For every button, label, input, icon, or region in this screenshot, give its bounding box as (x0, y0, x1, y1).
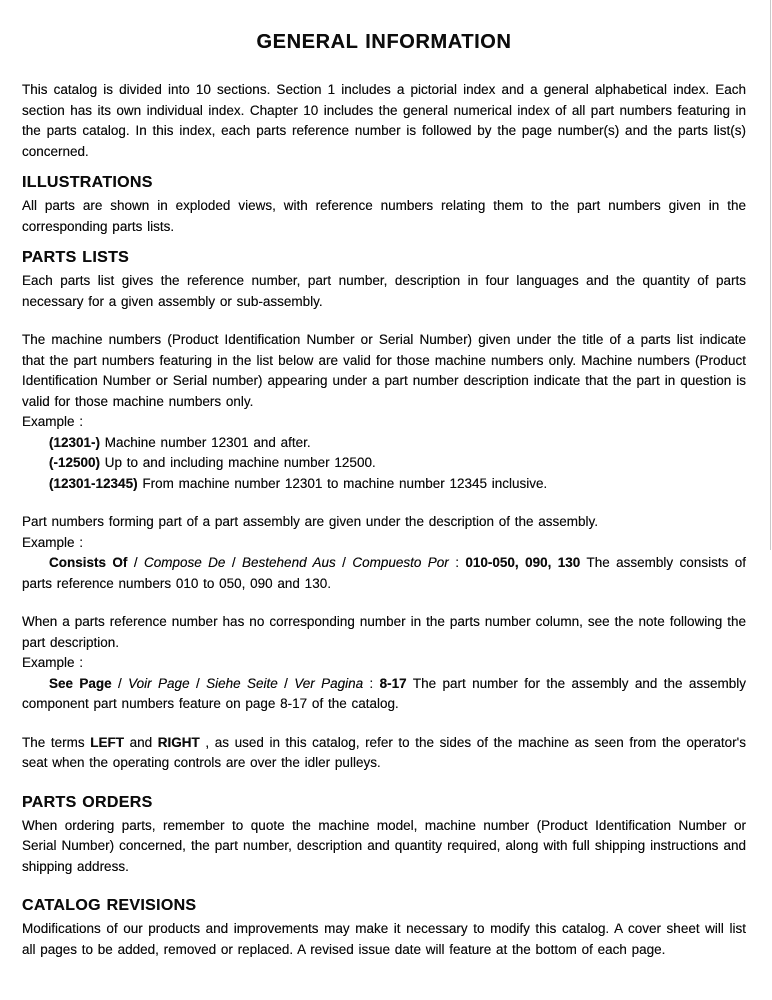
scan-edge-artifact (770, 0, 771, 550)
terms-pre-text: The terms (22, 734, 91, 750)
reference-example-label: Example : (22, 655, 84, 670)
separator: / (127, 555, 144, 570)
machine-number-example-code: (12301-) (49, 434, 101, 450)
see-page-spanish: Ver Pagina (294, 675, 364, 691)
terms-left-bold: LEFT (90, 734, 124, 750)
catalog-revisions-paragraph: Modifications of our products and improvements may make it necessary to modify this catalog. A cover sheet will list all pages to be added, removed or replaced. A revised issue date will feature at the bottom of each page. (22, 921, 746, 957)
consists-of-example-paragraph (22, 553, 746, 594)
colon-separator: : (448, 555, 466, 570)
illustrations-paragraph: All parts are shown in exploded views, with reference numbers relating them to the part numbers given in the corresponding parts lists. (22, 198, 746, 234)
parts-orders-heading: PARTS ORDERS (22, 793, 153, 811)
parts-orders-paragraph: When ordering parts, remember to quote the machine model, machine number (Product Identification Number or Serial Number) concerned, the part number, description and quantity required, along with full shipping instructions and shipping address. (22, 817, 746, 874)
terms-tail-text: , as used in this catalog, refer to the sides of the machine as seen from the operator's seat when the operating controls are over the idler pulleys. (22, 734, 747, 770)
separator: / (335, 555, 353, 570)
consists-of-german: Bestehend Aus (242, 555, 336, 570)
left-right-terms-paragraph (22, 733, 746, 774)
colon-separator: : (363, 675, 380, 691)
catalog-revisions-heading: CATALOG REVISIONS (22, 897, 197, 914)
machine-number-example-row (22, 433, 746, 454)
separator: / (111, 675, 129, 691)
assembly-example-label: Example : (22, 534, 84, 550)
separator: / (277, 675, 295, 691)
machine-number-example-code: (12301-12345) (49, 475, 138, 491)
see-page-explanation: The part number for the assembly and the assembly component part numbers feature on page 8-17 of the catalog. (22, 675, 746, 711)
machine-number-example-code: (-12500) (49, 455, 101, 470)
reference-note-paragraph: When a parts reference number has no corresponding number in the parts number column, see the note following the part description. (22, 614, 746, 650)
illustrations-heading: ILLUSTRATIONS (22, 174, 153, 191)
separator: / (225, 555, 243, 570)
see-page-french: Voir Page (128, 675, 190, 691)
terms-mid-text: and (123, 734, 158, 750)
see-page-bold: See Page (49, 675, 112, 691)
machine-numbers-example-label: Example : (22, 414, 84, 429)
page-title: GENERAL INFORMATION (256, 31, 512, 53)
consists-of-french: Compose De (144, 555, 226, 570)
consists-of-explanation: The assembly consists of parts reference numbers 010 to 050, 090 and 130. (22, 555, 746, 591)
machine-number-example-text: From machine number 12301 to machine number 12345 inclusive. (137, 475, 548, 491)
machine-number-example-text: Machine number 12301 and after. (100, 434, 311, 450)
see-page-example-paragraph (22, 674, 746, 715)
see-page-number: 8-17 (379, 675, 407, 691)
assembly-note-paragraph: Part numbers forming part of a part assembly are given under the description of the assembly. (22, 514, 599, 529)
terms-right-bold: RIGHT (157, 734, 200, 750)
consists-of-spanish: Compuesto Por (352, 555, 449, 570)
intro-paragraph: This catalog is divided into 10 sections. Section 1 includes a pictorial index and a general alphabetical index. Each section has its own individual index. Chapter 10 includes the general numerical index of all part numbers featuring in the parts catalog. In this index, each parts reference number is followed by the page number(s) and the parts list(s) concerned. (22, 82, 746, 159)
machine-number-example-row (22, 474, 746, 495)
machine-number-example-text: Up to and including machine number 12500. (100, 455, 376, 470)
parts-lists-heading: PARTS LISTS (22, 249, 130, 266)
machine-number-example-row (22, 453, 746, 474)
machine-numbers-paragraph: The machine numbers (Product Identification Number or Serial Number) given under the title of a parts list indicate that the part numbers featuring in the list below are valid for those machine numbers only. Machine numbers (Product Identification Number or Serial number) appearing under a part number description indicate that the part in question is valid for those machine numbers only. (22, 332, 746, 409)
see-page-german: Siehe Seite (206, 675, 278, 691)
consists-of-part-numbers: 010-050, 090, 130 (465, 555, 581, 570)
consists-of-bold: Consists Of (49, 555, 128, 570)
separator: / (189, 675, 207, 691)
parts-lists-intro-paragraph: Each parts list gives the reference number, part number, description in four languages and the quantity of parts necessary for a given assembly or sub-assembly. (22, 273, 746, 309)
